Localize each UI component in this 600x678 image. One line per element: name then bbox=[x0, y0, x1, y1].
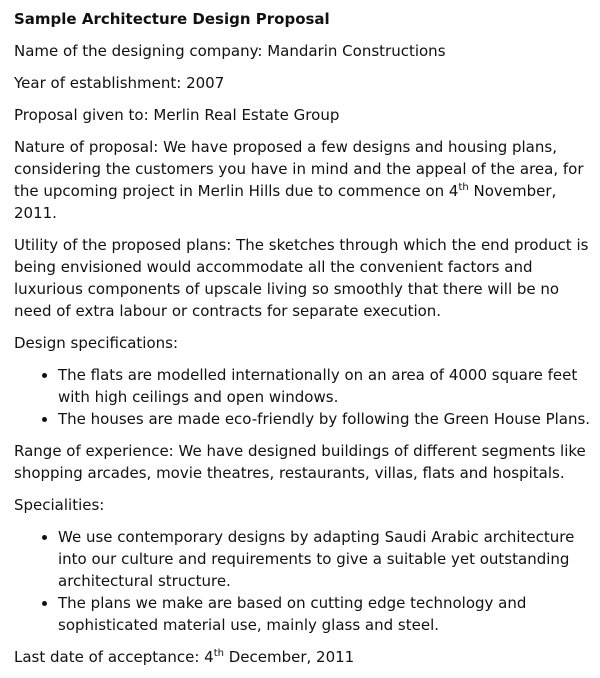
deadline-line bbox=[14, 646, 596, 668]
utility-paragraph: Utility of the proposed plans: The sketches through which the end product is being envisioned would accommodate all the convenient factors and luxurious components of upscale living so smoothly that there will be no need of extra labour or contracts for separate execution. bbox=[14, 236, 589, 320]
nature-date-rest: November, 2011. bbox=[14, 182, 557, 222]
given-to-line: Proposal given to: Merlin Real Estate Group bbox=[14, 106, 340, 124]
nature-paragraph bbox=[14, 136, 596, 224]
design-list bbox=[14, 364, 596, 430]
proposal-document bbox=[14, 8, 596, 678]
list-item: • We use contemporary designs by adapting Saudi Arabic architecture into our culture and requirements to give a suitable yet outstanding architectural structure. bbox=[58, 526, 596, 592]
list-item: • The houses are made eco-friendly by following the Green House Plans. bbox=[58, 408, 596, 430]
design-heading: Design specifications: bbox=[14, 334, 179, 352]
deadline-ordinal-suffix: th bbox=[213, 648, 224, 659]
experience-paragraph: Range of experience: We have designed buildings of different segments like shopping arcades, movie theatres, restaurants, villas, flats and hospitals. bbox=[14, 442, 586, 482]
nature-text: Nature of proposal: We have proposed a few designs and housing plans, considering the customers you have in mind and the appeal of the area, for the upcoming project in Merlin Hills due to commence on 4 bbox=[14, 138, 584, 200]
specialities-list bbox=[14, 526, 596, 636]
document-title: Sample Architecture Design Proposal bbox=[14, 10, 330, 28]
nature-ordinal-suffix: th bbox=[458, 182, 469, 193]
list-item: • The plans we make are based on cutting edge technology and sophisticated material use, mainly glass and steel. bbox=[58, 592, 596, 636]
deadline-text: Last date of acceptance: 4 bbox=[14, 648, 214, 666]
year-line: Year of establishment: 2007 bbox=[14, 74, 225, 92]
list-item: • The flats are modelled internationally on an area of 4000 square feet with high ceilings and open windows. bbox=[58, 364, 596, 408]
company-line: Name of the designing company: Mandarin Constructions bbox=[14, 42, 446, 60]
deadline-date-rest: December, 2011 bbox=[223, 648, 355, 666]
specialities-heading: Specialities: bbox=[14, 496, 105, 514]
